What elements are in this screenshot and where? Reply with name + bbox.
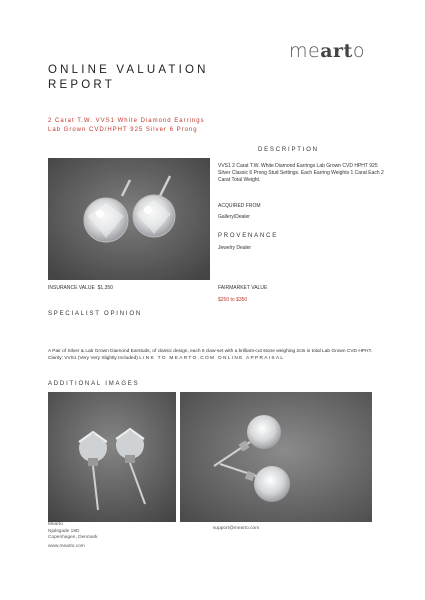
report-subtitle: 2 Carat T.W. VVS1 White Diamond Earrings Lab Grown CVD/HPHT 925 Silver 6 Prong xyxy=(48,118,205,133)
specialist-heading: SPECIALIST OPINION xyxy=(48,311,142,317)
description-text: VVS1 2 Carat T.W. White Diamond Earrings Lab Grown CVD HPHT 925 Silver Classic 6 Prong Stud Settings. Each Earring Weights 1 Carat Each 2 Carat Total Weight. xyxy=(218,163,384,183)
footer-company: Mearto xyxy=(48,522,63,527)
specialist-opinion: A Pair of Silver & Lab Grown Diamond Earstuds, of classic design, each 6 claw-set with a brilliant-cut stone weighing 2cts in total Lab Grown CVD HPHT. Clarity: VVS1 (Very Very Slightly Included) xyxy=(48,349,373,361)
provenance-value: Jewelry Dealer xyxy=(218,245,252,251)
additional-images-heading: ADDITIONAL IMAGES xyxy=(48,381,140,387)
report-title: ONLINE VALUATION REPORT xyxy=(48,64,209,91)
insurance-amount: $1,350 xyxy=(97,285,113,291)
specialist-text xyxy=(48,348,386,362)
logo-middle: art xyxy=(320,40,353,62)
main-earring-photo xyxy=(48,158,210,280)
footer-website[interactable]: www.mearto.com xyxy=(48,543,85,549)
mearto-logo xyxy=(289,40,365,62)
footer-city: Copenhagen, Denmark xyxy=(48,535,98,540)
insurance-value xyxy=(48,285,113,292)
fair-market-value: $250 to $350 xyxy=(218,297,248,303)
additional-photo-1 xyxy=(48,392,176,522)
logo-suffix: o xyxy=(352,40,365,62)
appraisal-link[interactable]: LINK TO MEARTO.COM ONLINE APPRAISAL xyxy=(139,356,285,361)
additional-photo-2 xyxy=(180,392,372,522)
footer-address xyxy=(48,522,98,550)
description-heading: DESCRIPTION xyxy=(258,147,319,153)
support-email[interactable]: support@mearto.com xyxy=(213,526,260,531)
fair-market-label: FAIRMARKET VALUE xyxy=(218,285,268,291)
provenance-heading: PROVENANCE xyxy=(218,233,279,239)
logo-prefix: me xyxy=(289,40,321,62)
acquired-value: Gallery/Dealer xyxy=(218,214,250,220)
footer-street: Njalsgade 19D xyxy=(48,528,80,534)
insurance-label: INSURANCE VALUE xyxy=(48,285,95,291)
acquired-label: ACQUIRED FROM xyxy=(218,203,261,209)
